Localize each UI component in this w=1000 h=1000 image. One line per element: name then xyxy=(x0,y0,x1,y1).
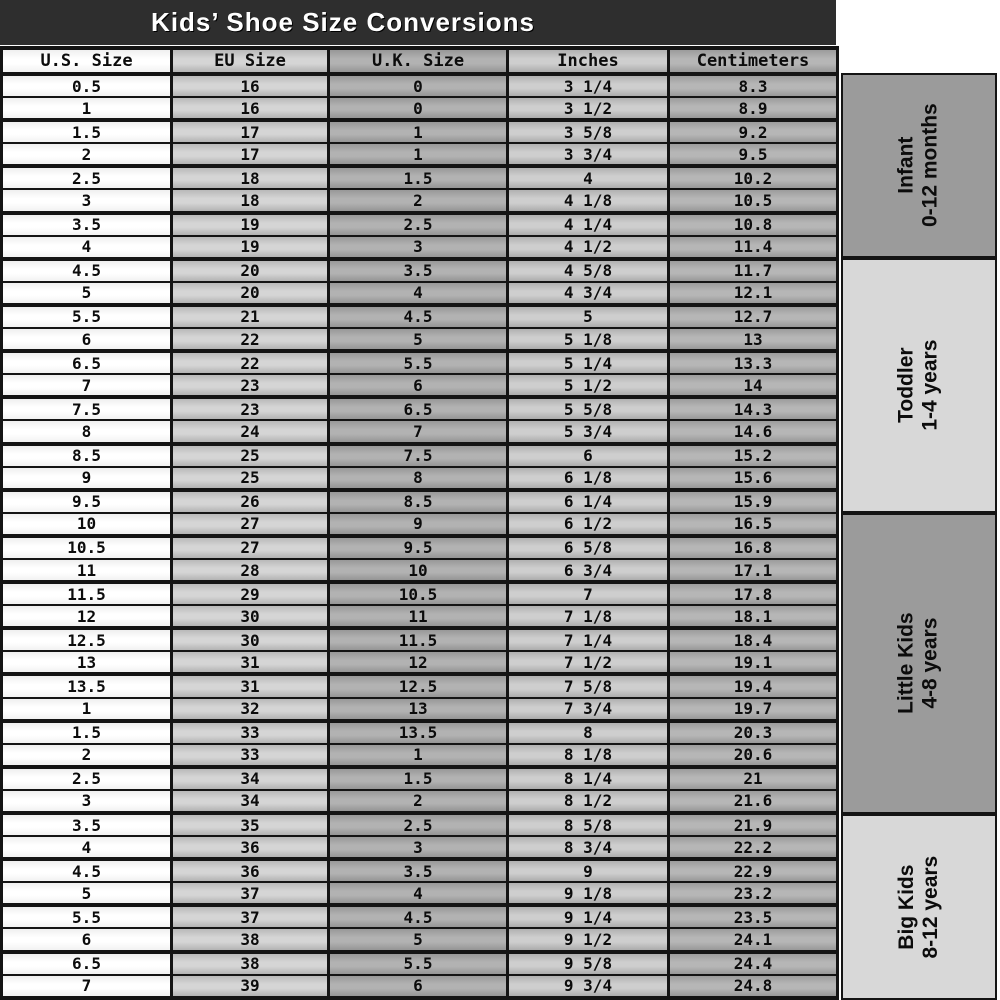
table-row xyxy=(2,559,838,582)
cell: 6 1/4 xyxy=(508,490,669,513)
cell: 8.5 xyxy=(2,444,172,467)
cell: 34 xyxy=(172,790,329,813)
cell: 2 xyxy=(2,143,172,166)
cell: 14.6 xyxy=(669,420,838,443)
cell: 3.5 xyxy=(329,859,508,882)
cell: 10.8 xyxy=(669,213,838,236)
cell: 19.4 xyxy=(669,674,838,697)
table-row xyxy=(2,905,838,928)
cell: 9 xyxy=(329,513,508,536)
cell: 2 xyxy=(2,744,172,767)
age-group-big-kids xyxy=(841,814,997,1000)
table-row xyxy=(2,213,838,236)
cell: 4 xyxy=(508,166,669,189)
column-header-us-size: U.S. Size xyxy=(2,48,172,74)
cell: 6 xyxy=(2,328,172,351)
cell: 4.5 xyxy=(2,259,172,282)
cell: 5.5 xyxy=(329,952,508,975)
cell: 19 xyxy=(172,236,329,259)
cell: 20 xyxy=(172,282,329,305)
cell: 16 xyxy=(172,74,329,97)
table-row xyxy=(2,952,838,975)
age-group-toddler xyxy=(841,258,997,513)
cell: 3 xyxy=(329,236,508,259)
table-row xyxy=(2,97,838,120)
cell: 5 xyxy=(329,928,508,951)
cell: 6 xyxy=(508,444,669,467)
cell: 20.6 xyxy=(669,744,838,767)
table-row xyxy=(2,882,838,905)
cell: 25 xyxy=(172,444,329,467)
cell: 2.5 xyxy=(329,813,508,836)
cell: 4 xyxy=(329,882,508,905)
cell: 12.1 xyxy=(669,282,838,305)
cell: 17.8 xyxy=(669,582,838,605)
table-row xyxy=(2,790,838,813)
cell: 6 xyxy=(329,975,508,998)
cell: 15.2 xyxy=(669,444,838,467)
cell: 12 xyxy=(2,605,172,628)
cell: 7 1/4 xyxy=(508,628,669,651)
cell: 23 xyxy=(172,374,329,397)
table-row xyxy=(2,605,838,628)
cell: 24 xyxy=(172,420,329,443)
table-row xyxy=(2,259,838,282)
table-row xyxy=(2,744,838,767)
table-row xyxy=(2,166,838,189)
cell: 4 1/4 xyxy=(508,213,669,236)
cell: 13.3 xyxy=(669,351,838,374)
cell: 33 xyxy=(172,744,329,767)
cell: 7.5 xyxy=(329,444,508,467)
cell: 9.2 xyxy=(669,120,838,143)
cell: 9.5 xyxy=(2,490,172,513)
column-header-eu-size: EU Size xyxy=(172,48,329,74)
cell: 8 1/8 xyxy=(508,744,669,767)
cell: 24.8 xyxy=(669,975,838,998)
cell: 3 3/4 xyxy=(508,143,669,166)
cell: 4 xyxy=(2,836,172,859)
cell: 7.5 xyxy=(2,397,172,420)
cell: 11.7 xyxy=(669,259,838,282)
cell: 7 1/8 xyxy=(508,605,669,628)
cell: 6 5/8 xyxy=(508,536,669,559)
cell: 10 xyxy=(329,559,508,582)
cell: 29 xyxy=(172,582,329,605)
cell: 8 1/2 xyxy=(508,790,669,813)
cell: 8 xyxy=(329,467,508,490)
cell: 10.5 xyxy=(2,536,172,559)
cell: 26 xyxy=(172,490,329,513)
cell: 11.4 xyxy=(669,236,838,259)
cell: 7 3/4 xyxy=(508,698,669,721)
table-body xyxy=(2,74,838,998)
cell: 6 1/2 xyxy=(508,513,669,536)
cell: 20 xyxy=(172,259,329,282)
cell: 36 xyxy=(172,859,329,882)
cell: 1 xyxy=(2,698,172,721)
cell: 16 xyxy=(172,97,329,120)
cell: 10 xyxy=(2,513,172,536)
table-row xyxy=(2,397,838,420)
cell: 6.5 xyxy=(2,952,172,975)
cell: 3 1/2 xyxy=(508,97,669,120)
cell: 5 xyxy=(2,882,172,905)
cell: 6.5 xyxy=(329,397,508,420)
cell: 9 5/8 xyxy=(508,952,669,975)
cell: 8 xyxy=(508,721,669,744)
cell: 17 xyxy=(172,120,329,143)
cell: 18.4 xyxy=(669,628,838,651)
cell: 10.5 xyxy=(669,189,838,212)
cell: 23.2 xyxy=(669,882,838,905)
cell: 1 xyxy=(329,120,508,143)
cell: 4 3/4 xyxy=(508,282,669,305)
table-row xyxy=(2,628,838,651)
table-row xyxy=(2,674,838,697)
table-row xyxy=(2,651,838,674)
cell: 21.6 xyxy=(669,790,838,813)
cell: 1.5 xyxy=(329,767,508,790)
cell: 6 xyxy=(329,374,508,397)
age-group-label: Infant 0-12 months xyxy=(894,103,942,228)
cell: 10.5 xyxy=(329,582,508,605)
cell: 5 xyxy=(2,282,172,305)
cell: 6 xyxy=(2,928,172,951)
cell: 17.1 xyxy=(669,559,838,582)
cell: 1.5 xyxy=(2,120,172,143)
page-title: Kids’ Shoe Size Conversions xyxy=(151,7,535,37)
cell: 6.5 xyxy=(2,351,172,374)
cell: 18 xyxy=(172,189,329,212)
cell: 25 xyxy=(172,467,329,490)
conversion-table xyxy=(0,46,839,1000)
cell: 2.5 xyxy=(2,166,172,189)
cell: 4 xyxy=(329,282,508,305)
cell: 13 xyxy=(329,698,508,721)
table-row xyxy=(2,767,838,790)
cell: 23.5 xyxy=(669,905,838,928)
cell: 21 xyxy=(669,767,838,790)
cell: 3 xyxy=(2,790,172,813)
cell: 2.5 xyxy=(329,213,508,236)
cell: 8.9 xyxy=(669,97,838,120)
table-row xyxy=(2,374,838,397)
cell: 7 1/2 xyxy=(508,651,669,674)
cell: 4.5 xyxy=(329,305,508,328)
cell: 8 xyxy=(2,420,172,443)
cell: 8 1/4 xyxy=(508,767,669,790)
cell: 15.6 xyxy=(669,467,838,490)
title-bar xyxy=(0,0,836,45)
cell: 9 1/2 xyxy=(508,928,669,951)
cell: 22 xyxy=(172,351,329,374)
cell: 30 xyxy=(172,605,329,628)
cell: 1 xyxy=(2,97,172,120)
column-header-centimeters: Centimeters xyxy=(669,48,838,74)
table-row xyxy=(2,420,838,443)
cell: 8.5 xyxy=(329,490,508,513)
cell: 6 1/8 xyxy=(508,467,669,490)
table-row xyxy=(2,536,838,559)
cell: 1.5 xyxy=(2,721,172,744)
cell: 30 xyxy=(172,628,329,651)
table-row xyxy=(2,928,838,951)
cell: 5.5 xyxy=(2,905,172,928)
table-row xyxy=(2,513,838,536)
cell: 23 xyxy=(172,397,329,420)
cell: 5 1/4 xyxy=(508,351,669,374)
table-row xyxy=(2,836,838,859)
cell: 19.1 xyxy=(669,651,838,674)
cell: 0.5 xyxy=(2,74,172,97)
table-row xyxy=(2,120,838,143)
table-row xyxy=(2,74,838,97)
cell: 7 xyxy=(2,374,172,397)
cell: 4 1/8 xyxy=(508,189,669,212)
table-row xyxy=(2,813,838,836)
table-row xyxy=(2,351,838,374)
cell: 20.3 xyxy=(669,721,838,744)
table-row xyxy=(2,490,838,513)
table-row xyxy=(2,143,838,166)
cell: 12.7 xyxy=(669,305,838,328)
cell: 37 xyxy=(172,882,329,905)
cell: 21 xyxy=(172,305,329,328)
table-row xyxy=(2,282,838,305)
cell: 3 5/8 xyxy=(508,120,669,143)
cell: 9 xyxy=(508,859,669,882)
table-row xyxy=(2,189,838,212)
cell: 22.2 xyxy=(669,836,838,859)
table-row xyxy=(2,975,838,998)
cell: 4 5/8 xyxy=(508,259,669,282)
cell: 2 xyxy=(329,790,508,813)
cell: 4 1/2 xyxy=(508,236,669,259)
table-row xyxy=(2,444,838,467)
cell: 31 xyxy=(172,674,329,697)
cell: 22.9 xyxy=(669,859,838,882)
cell: 4.5 xyxy=(2,859,172,882)
table-row xyxy=(2,305,838,328)
cell: 11 xyxy=(2,559,172,582)
cell: 7 5/8 xyxy=(508,674,669,697)
cell: 38 xyxy=(172,928,329,951)
cell: 4 xyxy=(2,236,172,259)
cell: 3 xyxy=(329,836,508,859)
cell: 35 xyxy=(172,813,329,836)
cell: 28 xyxy=(172,559,329,582)
cell: 0 xyxy=(329,97,508,120)
age-group-label: Big Kids 8-12 years xyxy=(894,855,942,959)
cell: 7 xyxy=(508,582,669,605)
cell: 7 xyxy=(329,420,508,443)
column-header-inches: Inches xyxy=(508,48,669,74)
cell: 22 xyxy=(172,328,329,351)
cell: 19 xyxy=(172,213,329,236)
cell: 8 3/4 xyxy=(508,836,669,859)
table-row xyxy=(2,859,838,882)
cell: 5 xyxy=(329,328,508,351)
cell: 5 1/2 xyxy=(508,374,669,397)
age-group-label: Toddler 1-4 years xyxy=(894,339,942,432)
cell: 17 xyxy=(172,143,329,166)
cell: 6 3/4 xyxy=(508,559,669,582)
cell: 5 xyxy=(508,305,669,328)
age-group-label: Little Kids 4-8 years xyxy=(894,612,942,715)
cell: 16.5 xyxy=(669,513,838,536)
cell: 3.5 xyxy=(2,213,172,236)
cell: 24.4 xyxy=(669,952,838,975)
cell: 15.9 xyxy=(669,490,838,513)
table-row xyxy=(2,236,838,259)
cell: 39 xyxy=(172,975,329,998)
cell: 5.5 xyxy=(329,351,508,374)
cell: 1.5 xyxy=(329,166,508,189)
cell: 3 xyxy=(2,189,172,212)
cell: 11.5 xyxy=(329,628,508,651)
cell: 12.5 xyxy=(329,674,508,697)
cell: 13.5 xyxy=(2,674,172,697)
cell: 11 xyxy=(329,605,508,628)
cell: 38 xyxy=(172,952,329,975)
cell: 33 xyxy=(172,721,329,744)
cell: 18 xyxy=(172,166,329,189)
cell: 8.3 xyxy=(669,74,838,97)
cell: 11.5 xyxy=(2,582,172,605)
table-header-row xyxy=(2,48,838,74)
cell: 9.5 xyxy=(329,536,508,559)
cell: 36 xyxy=(172,836,329,859)
cell: 9.5 xyxy=(669,143,838,166)
cell: 5 1/8 xyxy=(508,328,669,351)
cell: 3 1/4 xyxy=(508,74,669,97)
cell: 9 xyxy=(2,467,172,490)
cell: 8 5/8 xyxy=(508,813,669,836)
cell: 1 xyxy=(329,744,508,767)
cell: 9 1/4 xyxy=(508,905,669,928)
cell: 9 1/8 xyxy=(508,882,669,905)
cell: 3.5 xyxy=(2,813,172,836)
cell: 31 xyxy=(172,651,329,674)
cell: 13 xyxy=(669,328,838,351)
cell: 13 xyxy=(2,651,172,674)
cell: 16.8 xyxy=(669,536,838,559)
cell: 24.1 xyxy=(669,928,838,951)
cell: 13.5 xyxy=(329,721,508,744)
cell: 21.9 xyxy=(669,813,838,836)
cell: 10.2 xyxy=(669,166,838,189)
cell: 3.5 xyxy=(329,259,508,282)
cell: 7 xyxy=(2,975,172,998)
cell: 19.7 xyxy=(669,698,838,721)
cell: 2.5 xyxy=(2,767,172,790)
cell: 5 3/4 xyxy=(508,420,669,443)
age-group-infant xyxy=(841,73,997,258)
cell: 27 xyxy=(172,513,329,536)
cell: 14 xyxy=(669,374,838,397)
cell: 12 xyxy=(329,651,508,674)
cell: 27 xyxy=(172,536,329,559)
age-group-little-kids xyxy=(841,513,997,814)
table-row xyxy=(2,721,838,744)
cell: 14.3 xyxy=(669,397,838,420)
cell: 1 xyxy=(329,143,508,166)
cell: 18.1 xyxy=(669,605,838,628)
table-row xyxy=(2,467,838,490)
cell: 34 xyxy=(172,767,329,790)
cell: 4.5 xyxy=(329,905,508,928)
cell: 5 5/8 xyxy=(508,397,669,420)
column-header-uk-size: U.K. Size xyxy=(329,48,508,74)
table-row xyxy=(2,698,838,721)
cell: 9 3/4 xyxy=(508,975,669,998)
cell: 12.5 xyxy=(2,628,172,651)
table-row xyxy=(2,328,838,351)
cell: 2 xyxy=(329,189,508,212)
cell: 0 xyxy=(329,74,508,97)
table-row xyxy=(2,582,838,605)
cell: 32 xyxy=(172,698,329,721)
cell: 5.5 xyxy=(2,305,172,328)
cell: 37 xyxy=(172,905,329,928)
